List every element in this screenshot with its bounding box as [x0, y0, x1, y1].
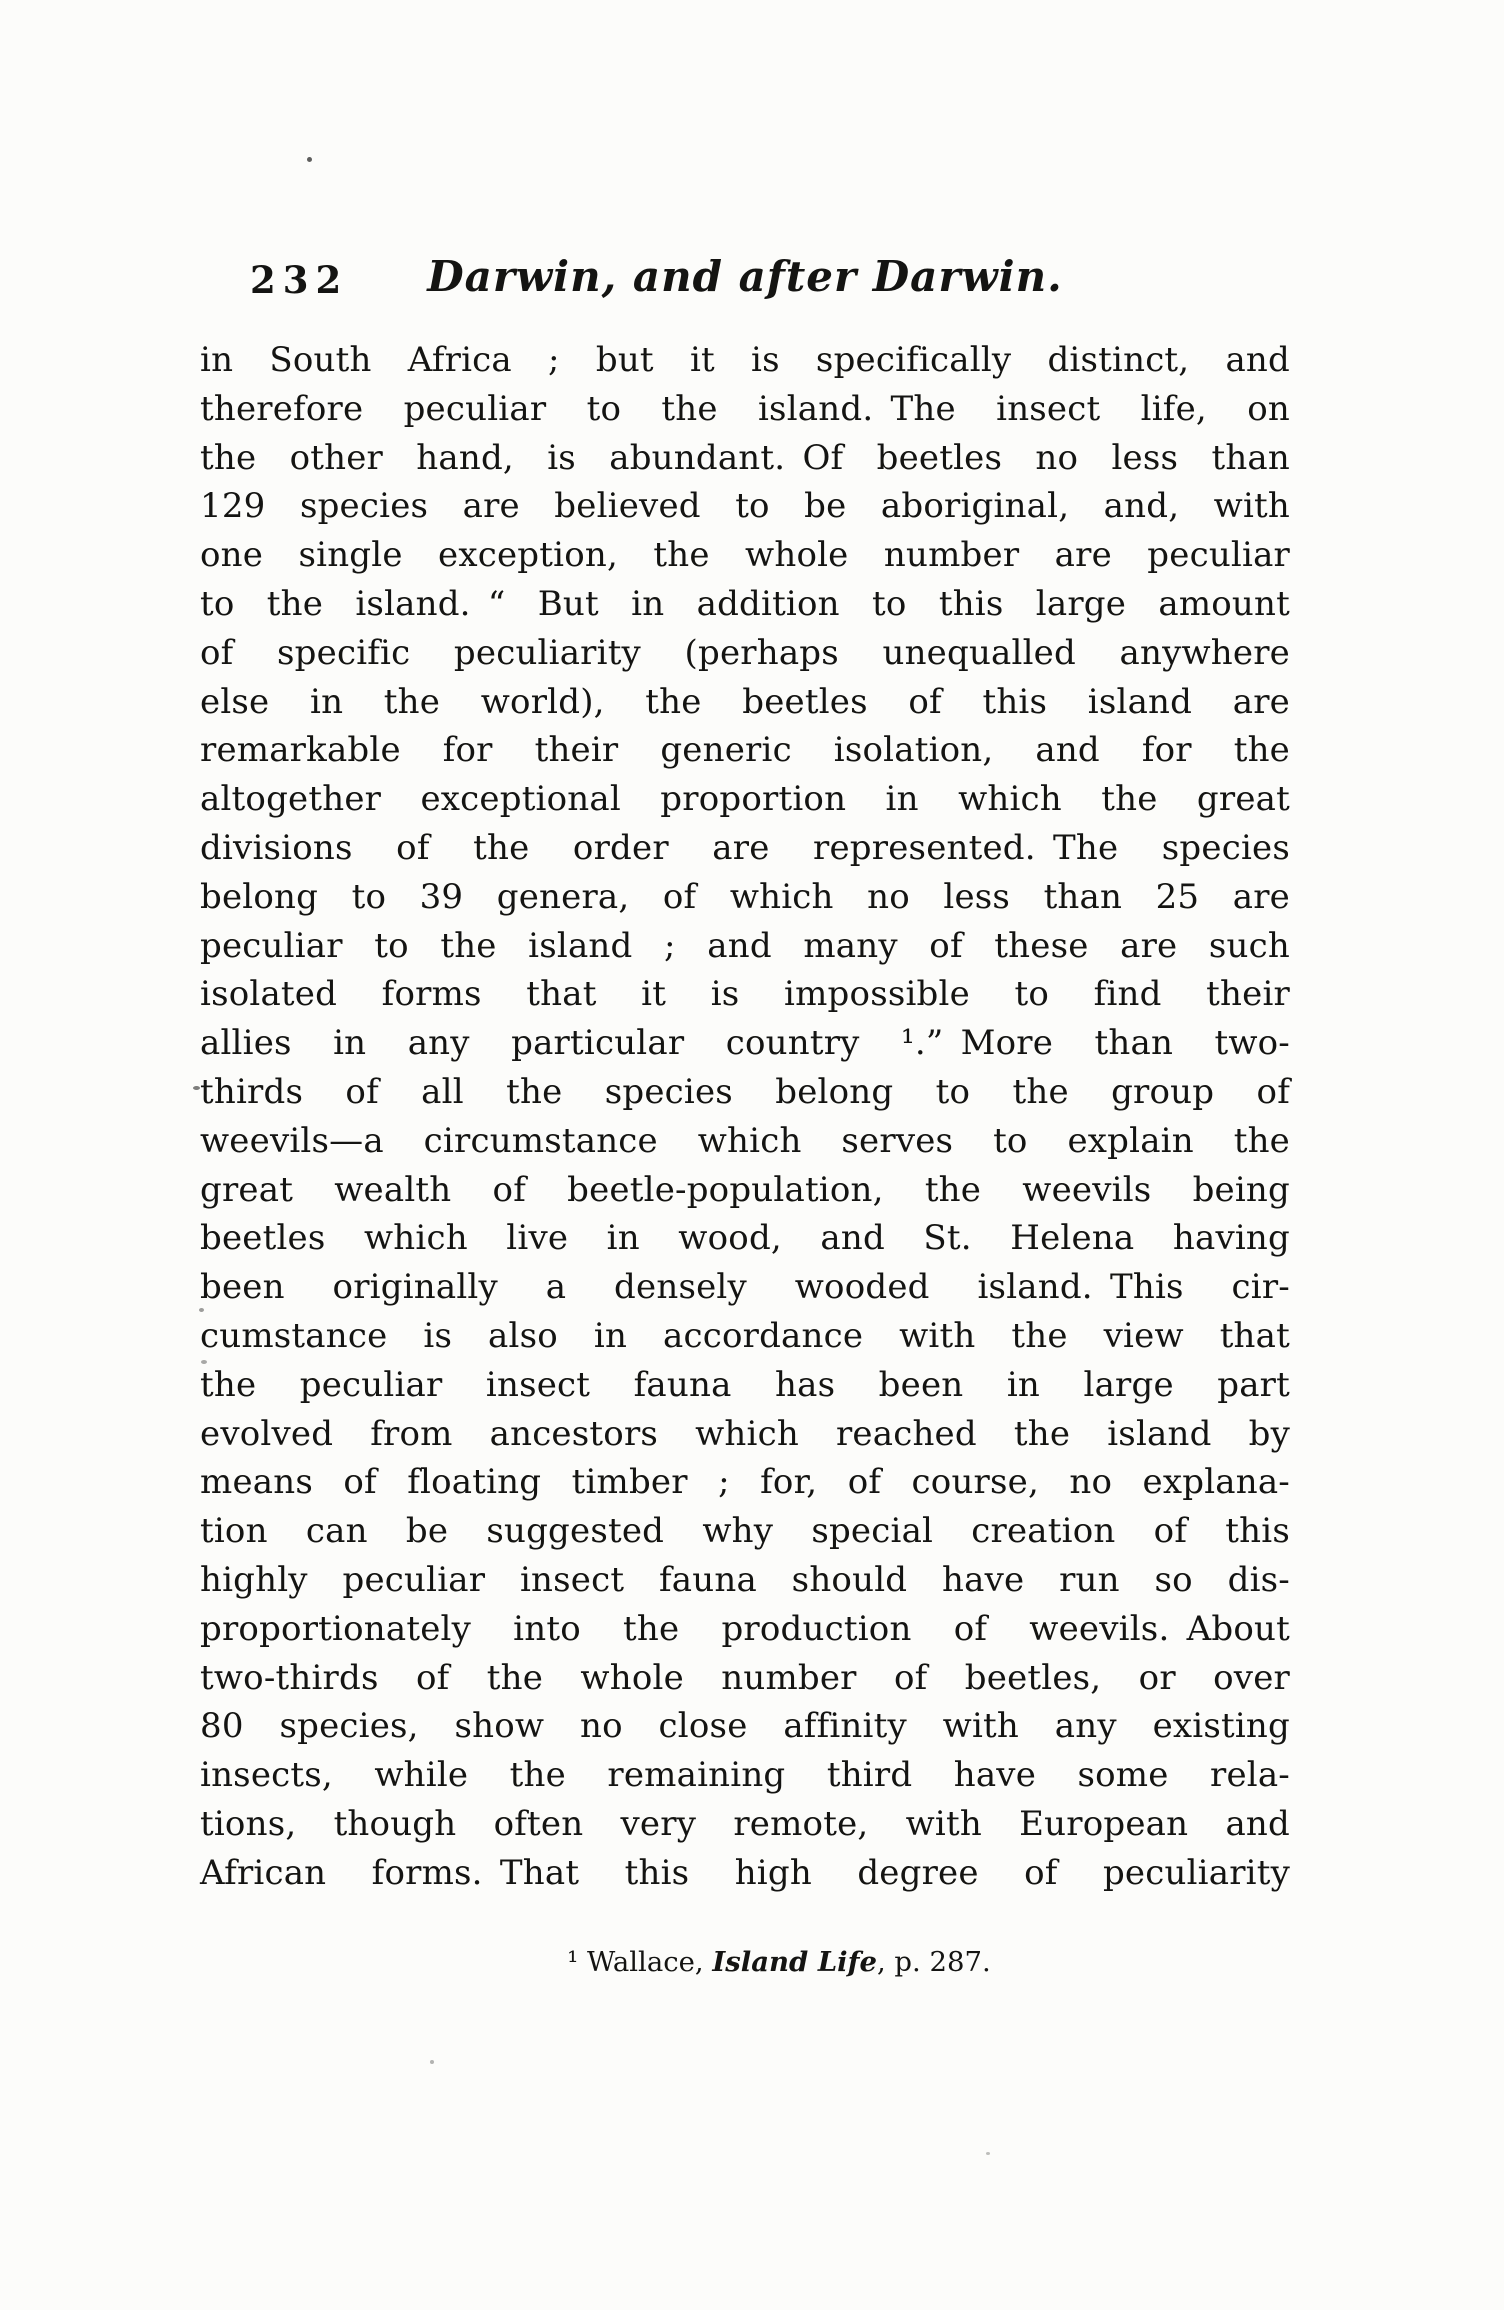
text-line: highly peculiar insect fauna should have run so dis- — [200, 1559, 1290, 1600]
text-line: tions, though often very remote, with European and — [200, 1803, 1290, 1844]
page-number: 232 — [250, 258, 349, 302]
text-line: weevils—a circumstance which serves to explain the — [200, 1120, 1290, 1161]
scan-speck — [430, 2060, 434, 2064]
footnote-work-title: Island Life — [712, 1946, 877, 1978]
text-line: 80 species, show no close affinity with any existing — [200, 1706, 1290, 1747]
text-line: isolated forms that it is impossible to find their — [200, 974, 1290, 1015]
scan-speck — [986, 2152, 990, 2155]
footnote-author: Wallace, — [578, 1946, 713, 1978]
scan-speck — [307, 157, 312, 162]
text-line: means of floating timber ; for, of course, no explana- — [200, 1462, 1290, 1503]
page-header — [200, 252, 1290, 308]
text-line: allies in any particular country ¹.” More than two- — [200, 1023, 1290, 1064]
text-line: the peculiar insect fauna has been in large part — [200, 1364, 1290, 1405]
text-line: been originally a densely wooded island. This cir- — [200, 1267, 1290, 1308]
scan-speck — [201, 1360, 207, 1364]
text-line: tion can be suggested why special creation of this — [200, 1511, 1290, 1552]
text-line: divisions of the order are represented. The species — [200, 827, 1290, 868]
text-line: therefore peculiar to the island. The insect life, on — [200, 388, 1290, 429]
text-line: insects, while the remaining third have some rela- — [200, 1755, 1290, 1796]
text-line: of specific peculiarity (perhaps unequalled anywhere — [200, 632, 1290, 673]
text-line: 129 species are believed to be aboriginal, and, with — [200, 486, 1290, 527]
scan-speck — [199, 1308, 204, 1312]
text-line: to the island. “ But in addition to this large amount — [200, 583, 1290, 624]
text-line: African forms. That this high degree of peculiarity — [200, 1852, 1290, 1893]
text-line: beetles which live in wood, and St. Helena having — [200, 1218, 1290, 1259]
body-text — [200, 336, 1290, 1898]
text-line: peculiar to the island ; and many of these are such — [200, 925, 1290, 966]
scan-speck — [193, 1086, 200, 1090]
text-line: thirds of all the species belong to the group of — [200, 1071, 1290, 1112]
text-line: cumstance is also in accordance with the view that — [200, 1315, 1290, 1356]
text-line: one single exception, the whole number are peculiar — [200, 535, 1290, 576]
page-title: Darwin, and after Darwin. — [427, 252, 1063, 301]
text-line: evolved from ancestors which reached the island by — [200, 1413, 1290, 1454]
text-line: else in the world), the beetles of this island are — [200, 681, 1290, 722]
footnote-page-ref: , p. 287. — [876, 1946, 991, 1978]
footnote-marker: ¹ — [567, 1946, 579, 1978]
text-line: belong to 39 genera, of which no less than 25 are — [200, 876, 1290, 917]
text-line: great wealth of beetle-population, the weevils being — [200, 1169, 1290, 1210]
text-line: two-thirds of the whole number of beetles, or over — [200, 1657, 1290, 1698]
footnote — [234, 1946, 1324, 1978]
text-line: remarkable for their generic isolation, and for the — [200, 730, 1290, 771]
text-line: the other hand, is abundant. Of beetles no less than — [200, 437, 1290, 478]
text-line: in South Africa ; but it is specifically distinct, and — [200, 340, 1290, 380]
text-line: proportionately into the production of weevils. About — [200, 1608, 1290, 1649]
text-line: altogether exceptional proportion in which the great — [200, 779, 1290, 820]
